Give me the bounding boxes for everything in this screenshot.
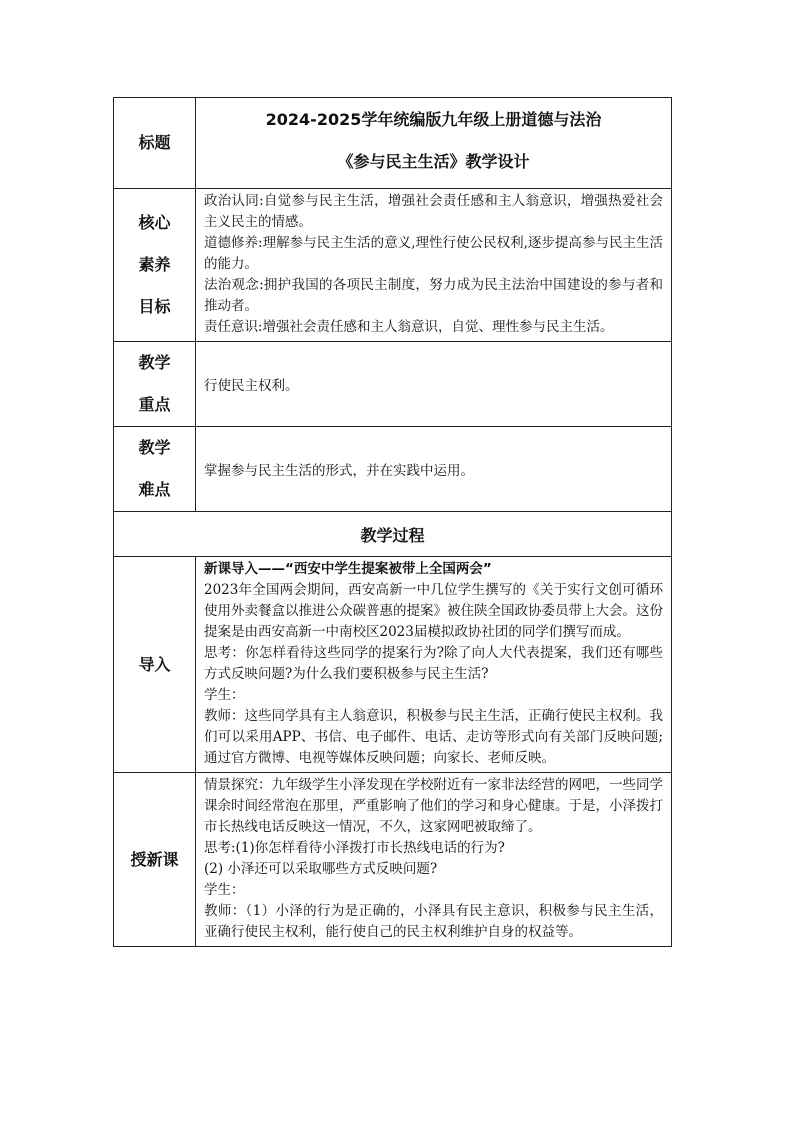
difficulty-label-line-2: 难点 xyxy=(138,480,171,499)
objectives-row xyxy=(114,189,672,342)
new-lesson-scenario: 情景探究：九年级学生小泽发现在学校附近有一家非法经营的网吧，一些同学课余时间经常泡在那里，严重影响了他们的学习和身心健康。于是，小泽拨打市长热线电话反映这一情况，不久，这家网吧被取缔了。 xyxy=(204,777,663,835)
title-label-text: 标题 xyxy=(138,133,171,152)
title-line-2: 《参与民主生活》教学设计 xyxy=(337,152,530,171)
title-label xyxy=(114,98,196,189)
intro-paragraph-1: 2023年全国两会期间，西安高新一中几位学生撰写的《关于实行文创可循环使用外卖餐盒以推进公众碳普惠的提案》被住陕全国政协委员带上大会。这份提案是由西安高新一中南校区2023届模拟政协社团的同学们撰写而成。 xyxy=(204,582,663,640)
intro-question: 思考：你怎样看待这些同学的提案行为?除了向人大代表提案，我们还有哪些方式反映问题?为什么我们要积极参与民主生活? xyxy=(204,645,663,682)
lesson-plan-table xyxy=(113,97,672,947)
lesson-plan-sheet xyxy=(113,97,671,947)
title-line-1: 2024-2025学年统编版九年级上册道德与法治 xyxy=(265,110,602,129)
new-lesson-cell xyxy=(196,773,672,947)
intro-label xyxy=(114,557,196,773)
intro-heading: 新课导入——“西安中学生提案被带上全国两会” xyxy=(204,561,492,577)
new-lesson-row xyxy=(114,773,672,947)
key-point-label-line-1: 教学 xyxy=(138,353,171,372)
intro-teacher: 教师：这些同学具有主人翁意识，积极参与民主生活，正确行使民主权利。我们可以采用APP、书信、电子邮件、电话、走访等形式向有关部门反映问题;通过官方微博、电视等媒体反映问题；向家长、老师反映。 xyxy=(204,708,663,766)
title-row xyxy=(114,98,672,189)
new-lesson-student: 学生： xyxy=(204,882,245,898)
difficulty-text: 掌握参与民主生活的形式，并在实践中运用。 xyxy=(196,427,672,512)
objectives-label-line-2: 素养 xyxy=(138,255,171,274)
process-header-row xyxy=(114,512,672,557)
difficulty-row xyxy=(114,427,672,512)
difficulty-label xyxy=(114,427,196,512)
objectives-label-line-3: 目标 xyxy=(138,297,171,316)
intro-label-text: 导入 xyxy=(138,654,171,674)
intro-row xyxy=(114,557,672,773)
objectives-label xyxy=(114,189,196,342)
new-lesson-question-2: (2) 小泽还可以采取哪些方式反映问题? xyxy=(204,861,438,877)
objective-political: 政治认同:自觉参与民主生活，增强社会责任感和主人翁意识，增强热爱社会主义民主的情感。 xyxy=(204,193,663,230)
difficulty-label-line-1: 教学 xyxy=(138,438,171,457)
objective-responsibility: 责任意识:增强社会责任感和主人翁意识，自觉、理性参与民主生活。 xyxy=(204,319,614,335)
intro-cell xyxy=(196,557,672,773)
process-header: 教学过程 xyxy=(114,512,672,557)
objectives-cell xyxy=(196,189,672,342)
new-lesson-teacher: 教师：（1）小泽的行为是正确的，小泽具有民主意识，积极参与民主生活，亚确行使民主权利，能行使自己的民主权利维护自身的权益等。 xyxy=(204,903,663,940)
objective-law: 法治观念:拥护我国的各项民主制度，努力成为民主法治中国建设的参与者和推动者。 xyxy=(204,277,663,314)
key-point-label xyxy=(114,342,196,427)
key-point-label-line-2: 重点 xyxy=(138,395,171,414)
key-point-text: 行使民主权利。 xyxy=(196,342,672,427)
objective-moral: 道德修养:理解参与民主生活的意义,理性行使公民权利,逐步提高参与民主生活的能力。 xyxy=(204,235,663,272)
intro-student: 学生： xyxy=(204,687,245,703)
new-lesson-label-text: 授新课 xyxy=(130,849,179,869)
title-cell xyxy=(196,98,672,189)
objectives-label-line-1: 核心 xyxy=(138,213,171,232)
new-lesson-label xyxy=(114,773,196,947)
key-point-row xyxy=(114,342,672,427)
new-lesson-question-1: 思考:(1)你怎样看待小泽拨打市长热线电话的行为? xyxy=(204,840,505,856)
